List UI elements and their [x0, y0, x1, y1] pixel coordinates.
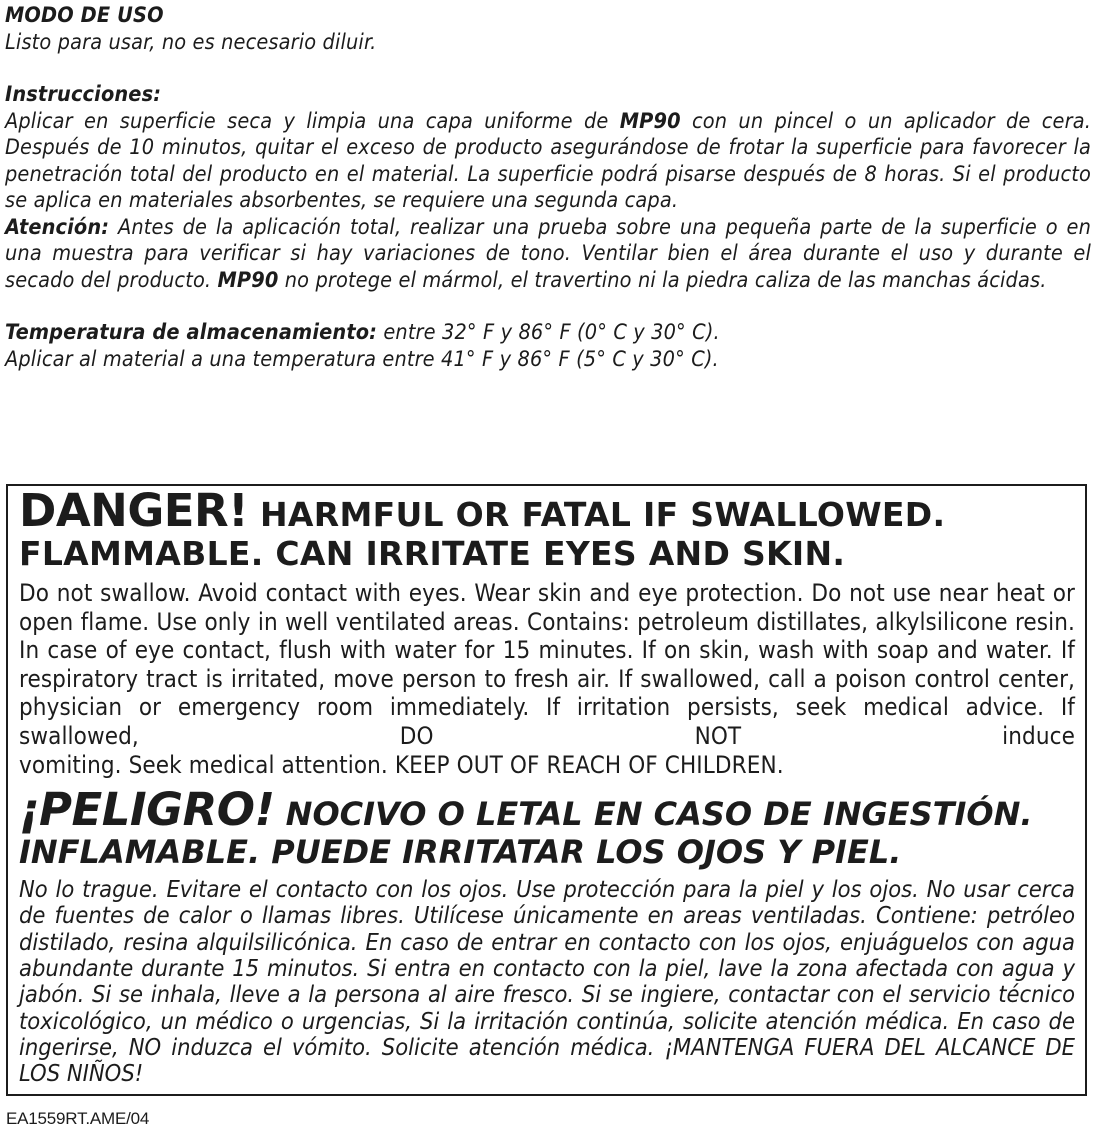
atencion-text: Atención: Antes de la aplicación total, realizar una prueba sobre una pequeña parte de la superficie o en una muestra para verificar si hay variaciones de tono. Ventilar bien el área durante el uso y durante el secado del producto. MP90 no protege el mármol, el travertino ni la piedra caliza de las manchas ácidas. — [5, 214, 1091, 293]
instrucciones-text: Aplicar en superficie seca y limpia una capa uniforme de MP90 con un pincel o un aplicador de cera. Después de 10 minutos, quitar el exceso de producto asegurándose de frotar la superficie para favorecer la penetración total del producto en el material. La superficie podrá pisarse después de 8 horas. Si el producto se aplica en materiales absorbentes, se requiere una segunda capa. — [5, 108, 1091, 213]
modo-de-uso-intro: Listo para usar, no es necesario diluir. — [5, 29, 377, 55]
product-name: MP90 — [619, 108, 681, 134]
product-code: EA1559RT.AME/04 — [6, 1109, 150, 1128]
product-name: MP90 — [217, 267, 279, 293]
modo-de-uso-heading: MODO DE USO — [5, 3, 164, 28]
almacenamiento-text: Temperatura de almacenamiento: entre 32° F y 86° F (0° C y 30° C). — [5, 320, 720, 345]
danger-line-2: FLAMMABLE. CAN IRRITATE EYES AND SKIN. — [19, 534, 846, 573]
almacenamiento-heading: Temperatura de almacenamiento: — [5, 320, 378, 345]
almacenamiento-line-2: Aplicar al material a una temperatura entre 41° F y 86° F (5° C y 30° C). — [5, 346, 719, 372]
peligro-word: ¡PELIGRO! — [19, 783, 275, 837]
hazard-warning-box — [6, 484, 1087, 1096]
peligro-line-2: INFLAMABLE. PUEDE IRRITATAR LOS OJOS Y PIEL. — [19, 833, 902, 872]
danger-word: DANGER! — [19, 484, 249, 537]
danger-heading: DANGER! HARMFUL OR FATAL IF SWALLOWED. FLAMMABLE. CAN IRRITATE EYES AND SKIN. — [19, 484, 946, 573]
peligro-body: No lo trague. Evitare el contacto con los ojos. Use protección para la piel y los ojos. No usar cerca de fuentes de calor o llamas libres. Utilícese únicamente en areas ventiladas. Contiene: petróleo distilado, resina alquilsilicónica. En caso de entrar en contacto con los ojos, enjuáguelos con agua abundante durante 15 minutos. Si entra en contacto con la piel, lave la zona afectada con agua y jabón. Si se inhala, lleve a la persona al aire fresco. Si se ingiere, contactar con el servicio técnico toxicológico, un médico o urgencias, Si la irritación continúa, solicite atención médica. En caso de ingerirse, NO induzca el vómito. Solicite atención médica. ¡MANTENGA FUERA DEL ALCANCE DE LOS NIÑOS! — [19, 875, 1075, 1088]
usage-instructions — [5, 3, 1091, 373]
atencion-heading: Atención: — [5, 214, 110, 240]
peligro-heading: ¡PELIGRO! NOCIVO O LETAL EN CASO DE INGESTIÓN. INFLAMABLE. PUEDE IRRITATAR LOS OJOS Y PIEL. — [19, 783, 1033, 872]
danger-body: Do not swallow. Avoid contact with eyes. Wear skin and eye protection. Do not use near heat or open flame. Use only in well ventilated areas. Contains: petroleum distillates, alkylsilicone resin. In case of eye contact, flush with water for 15 minutes. If on skin, wash with soap and water. If respiratory tract is irritated, move person to fresh air. If swallowed, call a poison control center, physician or emergency room immediately. If irritation persists, seek medical advice. If swallowed, DO NOT induce vomiting. Seek medical attention. KEEP OUT OF REACH OF CHILDREN. — [19, 579, 1075, 779]
instrucciones-heading: Instrucciones: — [5, 82, 162, 107]
